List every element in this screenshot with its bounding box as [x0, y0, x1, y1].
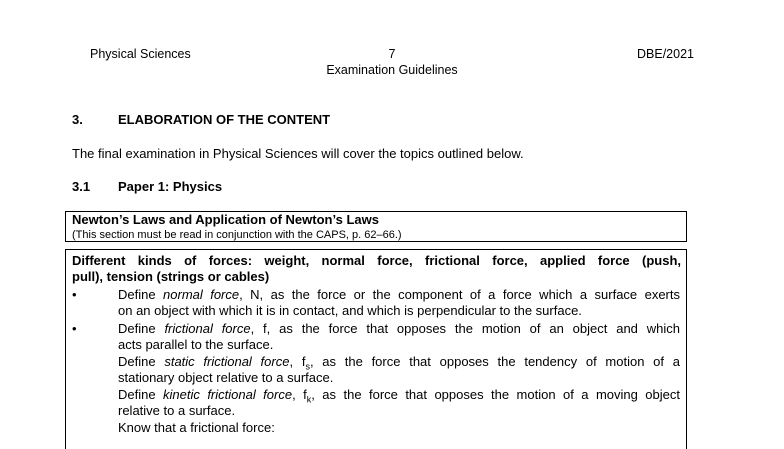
- know-frictional-force: Know that a frictional force:: [118, 420, 275, 435]
- frictional-force-line-1: Define frictional force, f, as the force that opposes the motion of an object and which: [118, 321, 680, 336]
- intro-paragraph: The final examination in Physical Sciences will cover the topics outlined below.: [72, 146, 524, 161]
- kinetic-friction-line-2: relative to a surface.: [118, 403, 236, 418]
- normal-force-line-1: Define normal force, N, as the force or the component of a force which a surface exerts: [118, 287, 680, 302]
- section-3-1-number: 3.1: [72, 179, 91, 194]
- header-subject: Physical Sciences: [90, 47, 191, 61]
- normal-force-term: normal force: [163, 287, 240, 302]
- frictional-force-term: frictional force: [164, 321, 251, 336]
- section-3-1-title: Paper 1: Physics: [118, 179, 223, 194]
- static-friction-line-1: Define static frictional force, $f_s$, as the force that opposes the tendency of motion of a: [118, 354, 680, 372]
- normal-force-line-2: on an object with which it is in contact, and which is perpendicular to the surface.: [118, 303, 582, 318]
- bullet-normal-force: •: [72, 287, 77, 302]
- static-friction-term: static frictional force: [164, 354, 290, 369]
- section-3-number: 3.: [72, 112, 83, 127]
- header-code: DBE/2021: [637, 47, 694, 61]
- topic-title: Newton’s Laws and Application of Newton’s Laws: [72, 212, 379, 227]
- frictional-force-line-2: acts parallel to the surface.: [118, 337, 274, 352]
- header-page-number: 7: [388, 47, 396, 61]
- header-subtitle: Examination Guidelines: [326, 63, 458, 77]
- forces-heading-line-1: Different kinds of forces: weight, normal force, frictional force, applied force (push,: [72, 253, 681, 268]
- bullet-frictional-force: •: [72, 321, 77, 336]
- static-friction-line-2: stationary object relative to a surface.: [118, 370, 334, 385]
- section-3-title: ELABORATION OF THE CONTENT: [118, 112, 331, 127]
- topic-note: (This section must be read in conjunction with the CAPS, p. 62–66.): [72, 229, 402, 241]
- forces-heading-line-2: pull), tension (strings or cables): [72, 269, 270, 284]
- kinetic-friction-line-1: Define kinetic frictional force, $f_k$, as the force that opposes the motion of a moving object: [118, 387, 680, 405]
- kinetic-friction-term: kinetic frictional force: [163, 387, 293, 402]
